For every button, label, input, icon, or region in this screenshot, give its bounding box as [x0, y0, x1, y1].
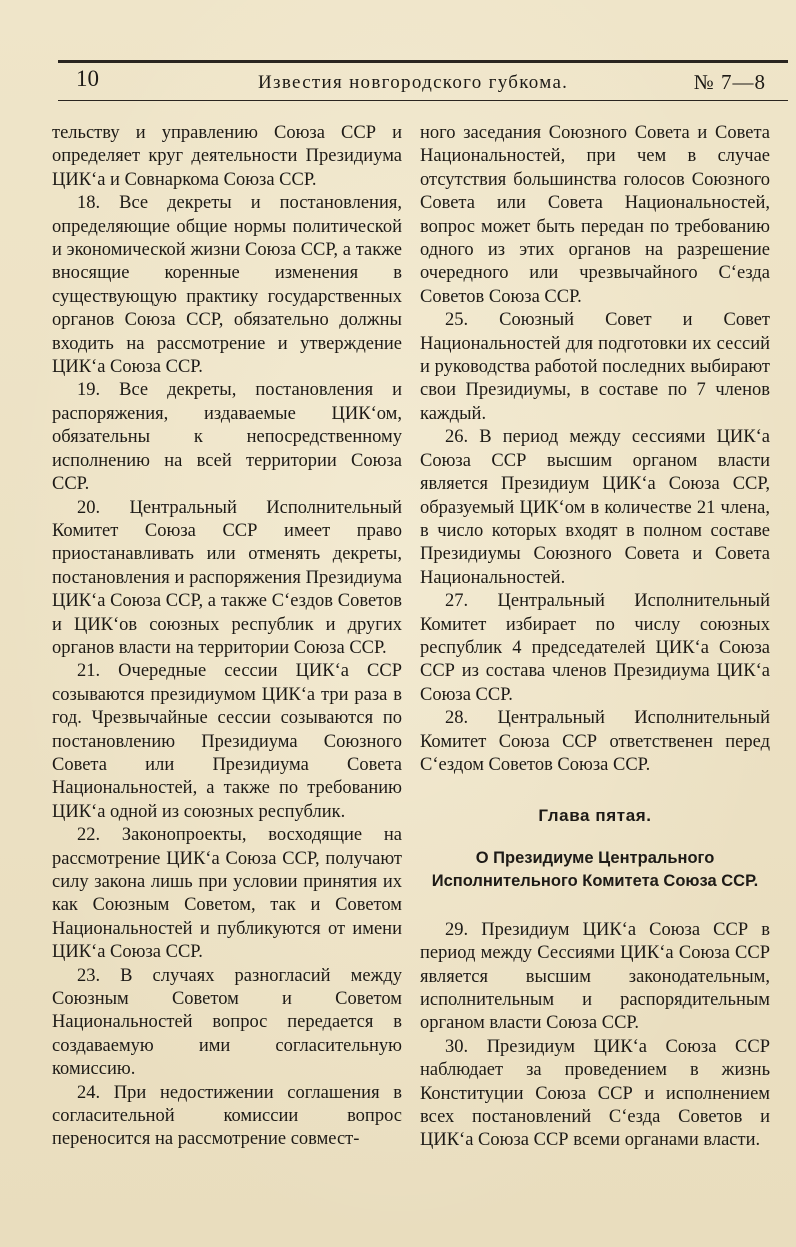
page-header	[58, 64, 788, 98]
header-top-rule	[58, 60, 788, 63]
section-heading: О Президиуме Центрального Исполнительного Комитета Союза ССР.	[431, 848, 759, 890]
article-paragraph: 23. В случаях разногласий между Союзным Советом и Советом Национальностей вопрос передается в создаваемую ими согласительную комиссию.	[52, 965, 402, 1080]
article-paragraph: тельству и управлению Союза ССР и определяет круг деятельности Президиума ЦИК‘а и Совнаркома Союза ССР.	[52, 123, 402, 190]
article-paragraph: 24. При недостижении соглашения в согласительной комиссии вопрос переносится на рассмотрение совмест-	[52, 1082, 402, 1150]
header-bottom-rule	[58, 100, 788, 101]
article-paragraph: 29. Президиум ЦИК‘а Союза ССР в период между Сессиями ЦИК‘а Союза ССР является высшим законодательным, исполнительным и распорядительным органом власти Союза ССР.	[420, 919, 770, 1034]
left-column	[52, 122, 402, 1152]
article-paragraph: ного заседания Союзного Совета и Совета Национальностей, при чем в случае отсутствия большинства голосов Союзного Совета или Совета Национальностей, вопрос может быть передан по требованию одного из этих органов на разрешение очередного или чрезвычайного С‘езда Советов Союза ССР.	[420, 123, 770, 307]
article-paragraph: 25. Союзный Совет и Совет Национальностей для подготовки их сессий и руководства работой последних выбирают свои Президиумы, в составе по 7 членов каждый.	[420, 310, 770, 424]
running-title: Известия новгородского губкома.	[258, 72, 569, 93]
article-paragraph: 22. Законопроекты, восходящие на рассмотрение ЦИК‘а Союза ССР, получают силу закона лишь при условии принятия их как Союзным Советом, так и Советом Национальностей и публикуются от имени ЦИК‘а Союза ССР.	[52, 825, 402, 963]
article-paragraph: 30. Президиум ЦИК‘а Союза ССР наблюдает за проведением в жизнь Конституции Союза ССР и исполнением всех постановлений С‘езда Советов и ЦИК‘а Союза ССР всеми органами власти.	[420, 1036, 770, 1151]
issue-number: № 7—8	[693, 70, 766, 94]
article-paragraph: 20. Центральный Исполнительный Комитет Союза ССР имеет право приостанавливать или отменять декреты, постановления и распоряжения Президиума ЦИК‘а Союза ССР, а также С‘ездов Советов и ЦИК‘ов союзных республик и других органов власти на территории Союза ССР.	[52, 497, 402, 658]
article-paragraph: 27. Центральный Исполнительный Комитет избирает по числу союзных республик 4 председателей ЦИК‘а Союза ССР из состава членов Президиума ЦИК‘а Союза ССР.	[420, 591, 770, 705]
page-number: 10	[76, 66, 99, 91]
article-paragraph: 26. В период между сессиями ЦИК‘а Союза ССР высшим органом власти является Президиум ЦИК‘а Союза ССР, образуемый ЦИК‘ом в количестве 21 члена, в число которых входят в полном составе Президиумы Союзного Совета и Совета Национальностей.	[420, 427, 770, 588]
article-paragraph: 21. Очередные сессии ЦИК‘а ССР созываются президиумом ЦИК‘а три раза в год. Чрезвычайные сессии созываются по постановлению Президиума Союзного Совета или Президиума Совета Национальностей, а также по требованию ЦИК‘а одной из союзных республик.	[52, 661, 402, 822]
right-column	[420, 122, 770, 1153]
article-paragraph: 18. Все декреты и постановления, определяющие общие нормы политической и экономической жизни Союза ССР, а также вносящие коренные изменения в существующую практику государственных органов Союза ССР, обязательно должны входить на рассмотрение и утверждение ЦИК‘а Союза ССР.	[52, 193, 402, 378]
article-paragraph: 28. Центральный Исполнительный Комитет Союза ССР ответственен перед С‘ездом Советов Союза ССР.	[420, 708, 770, 775]
article-paragraph: 19. Все декреты, постановления и распоряжения, издаваемые ЦИК‘ом, обязательны к непосредственному исполнению на всей территории Союза ССР.	[52, 380, 402, 495]
chapter-heading: Глава пятая.	[538, 806, 652, 826]
